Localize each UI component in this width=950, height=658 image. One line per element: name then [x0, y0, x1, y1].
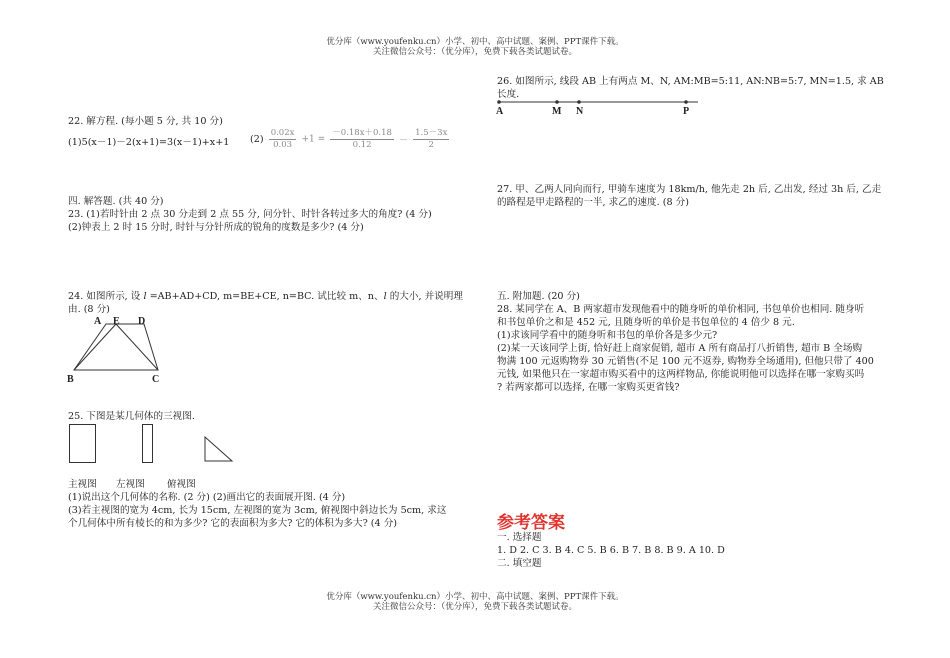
trapezoid-outline [74, 324, 158, 370]
fraction-3-numerator: 1.5－3x [415, 128, 448, 138]
q27-line1: 27. 甲、乙两人同向而行, 甲骑车速度为 18km/h, 他先走 2h 后, 乙出发, 经过 3h 后, 乙走 [497, 184, 882, 195]
point-m-dot [555, 100, 559, 104]
plus-one-equals: +1 = [301, 134, 326, 145]
triangle-shape [205, 437, 232, 461]
footer-line-2: 关注微信公众号：（优分库），免费下载各类试题试卷。 [372, 602, 577, 612]
front-view-rectangle [69, 424, 96, 463]
point-p-label: P [683, 106, 690, 117]
point-a-dot [497, 100, 501, 104]
fraction-2-numerator: －0.18x＋0.18 [332, 128, 392, 138]
segment-ce [116, 324, 158, 370]
answers-title: 参考答案 [497, 513, 565, 533]
point-b-label: B [67, 374, 74, 385]
fraction-3 [413, 128, 449, 151]
answers-choice-list: 1. D 2. C 3. B 4. C 5. B 6. B 7. B 8. B 9. A 10. D [497, 545, 725, 556]
q25-part3-line1: (3)若主视图的宽为 4cm, 长为 15cm, 左视图的宽为 3cm, 俯视图中斜边长为 5cm, 求这 [68, 505, 447, 516]
section-5-title: 五. 附加题. (20 分) [497, 291, 580, 302]
q28-line5: 物满 100 元返购物券 30 元销售(不足 100 元不返券, 购物券全场通用), 但他只带了 400 [497, 356, 874, 367]
header-line-1: 优分库（www.youfenku.cn）小学、初中、高中试题、案例、PPT课件下载。 [326, 37, 624, 47]
segment-be [74, 324, 116, 370]
fraction-1 [269, 128, 297, 151]
q24-var-l: l [143, 291, 147, 302]
side-view-rectangle [142, 424, 153, 463]
fraction-2-denominator: 0.12 [352, 140, 372, 150]
point-c-label: C [152, 374, 160, 385]
q24-text-b: =AB+AD+CD, m=BE+CE, n=BC. 试比较 m、n、 [146, 291, 384, 302]
q24-line1 [68, 290, 463, 303]
point-m-label: M [552, 106, 562, 117]
point-p-dot [684, 100, 688, 104]
segment-ab-figure [495, 97, 705, 117]
q28-line4: (2)某一天该同学上街, 恰好赶上商家促销, 超市 A 所有商品打八折销售, 超市 B 全场购 [497, 343, 863, 354]
view-label-side: 左视图 [116, 479, 145, 490]
q23-part1: 23. (1)若时针由 2 点 30 分走到 2 点 55 分, 问分针、时针各转过多大的角度? (4 分) [68, 209, 432, 220]
point-a-label: A [496, 106, 504, 117]
q22-part2-label: (2) [250, 134, 264, 145]
q28-line3: (1)求该同学看中的随身听和书包的单价各是多少元? [497, 330, 718, 341]
answers-section-1: 一. 选择题 [497, 532, 542, 543]
q27-line2: 的路程是甲走路程的一半, 求乙的速度. (8 分) [497, 197, 689, 208]
q24-var-l-2: l [383, 291, 387, 302]
q28-line7: ? 若两家都可以选择, 在哪一家购买更省钱? [497, 382, 680, 393]
trapezoid-figure [60, 312, 180, 388]
section-4-title: 四. 解答题. (共 40 分) [68, 196, 164, 207]
q28-line1: 28. 某同学在 A、B 两家超市发现他看中的随身听的单价相同, 书包单价也相同. 随身听 [497, 304, 865, 315]
q24-text-c: 的大小, 并说明理 [386, 291, 463, 302]
fraction-1-numerator: 0.02x [270, 128, 295, 138]
minus-sign: － [399, 136, 409, 146]
answers-section-2: 二. 填空题 [497, 558, 542, 569]
view-label-front: 主视图 [68, 479, 97, 490]
top-view-triangle [203, 436, 235, 464]
point-n-label: N [576, 106, 584, 117]
q28-line6: 元钱, 如果他只在一家超市购买看中的这两样物品, 你能说明他可以选择在哪一家购买吗 [497, 369, 865, 380]
q23-part2: (2)钟表上 2 时 15 分时, 时针与分针所成的锐角的度数是多少? (4 分) [68, 222, 364, 233]
fraction-2 [330, 128, 394, 151]
point-n-dot [577, 100, 581, 104]
point-a-label: A [94, 316, 102, 327]
point-e-label: E [113, 316, 120, 327]
fraction-3-denominator: 2 [428, 140, 434, 150]
q22-part2-equation [250, 128, 449, 151]
q26-text: 26. 如图所示, 线段 AB 上有两点 M、N, AM:MB=5:11, AN:NB=5:7, MN=1.5, 求 AB 长度. [497, 76, 884, 101]
view-label-top: 俯视图 [167, 479, 196, 490]
q25-part3-line2: 个几何体中所有棱长的和为多少? 它的表面积为多大? 它的体积为多大? (4 分) [68, 518, 398, 529]
q25-title: 25. 下图是某几何体的三视图. [68, 411, 195, 422]
q24-text-a: 24. 如图所示, 设 [68, 291, 144, 302]
footer-line-1: 优分库（www.youfenku.cn）小学、初中、高中试题、案例、PPT课件下载。 [326, 592, 624, 602]
q28-line2: 和书包单价之和是 452 元, 且随身听的单价是书包单位的 4 倍少 8 元. [497, 317, 795, 328]
q24-line2: 由. (8 分) [68, 304, 110, 315]
header-line-2: 关注微信公众号：（优分库），免费下载各类试题试卷。 [372, 47, 577, 57]
q22-title: 22. 解方程. (每小题 5 分, 共 10 分) [68, 116, 223, 127]
q25-part1-2: (1)说出这个几何体的名称. (2 分) (2)画出它的表面展开图. (4 分) [68, 492, 346, 503]
point-d-label: D [138, 316, 146, 327]
fraction-1-denominator: 0.03 [273, 140, 293, 150]
q22-part1: (1)5(x－1)－2(x+1)=3(x－1)+x+1 [68, 137, 230, 148]
